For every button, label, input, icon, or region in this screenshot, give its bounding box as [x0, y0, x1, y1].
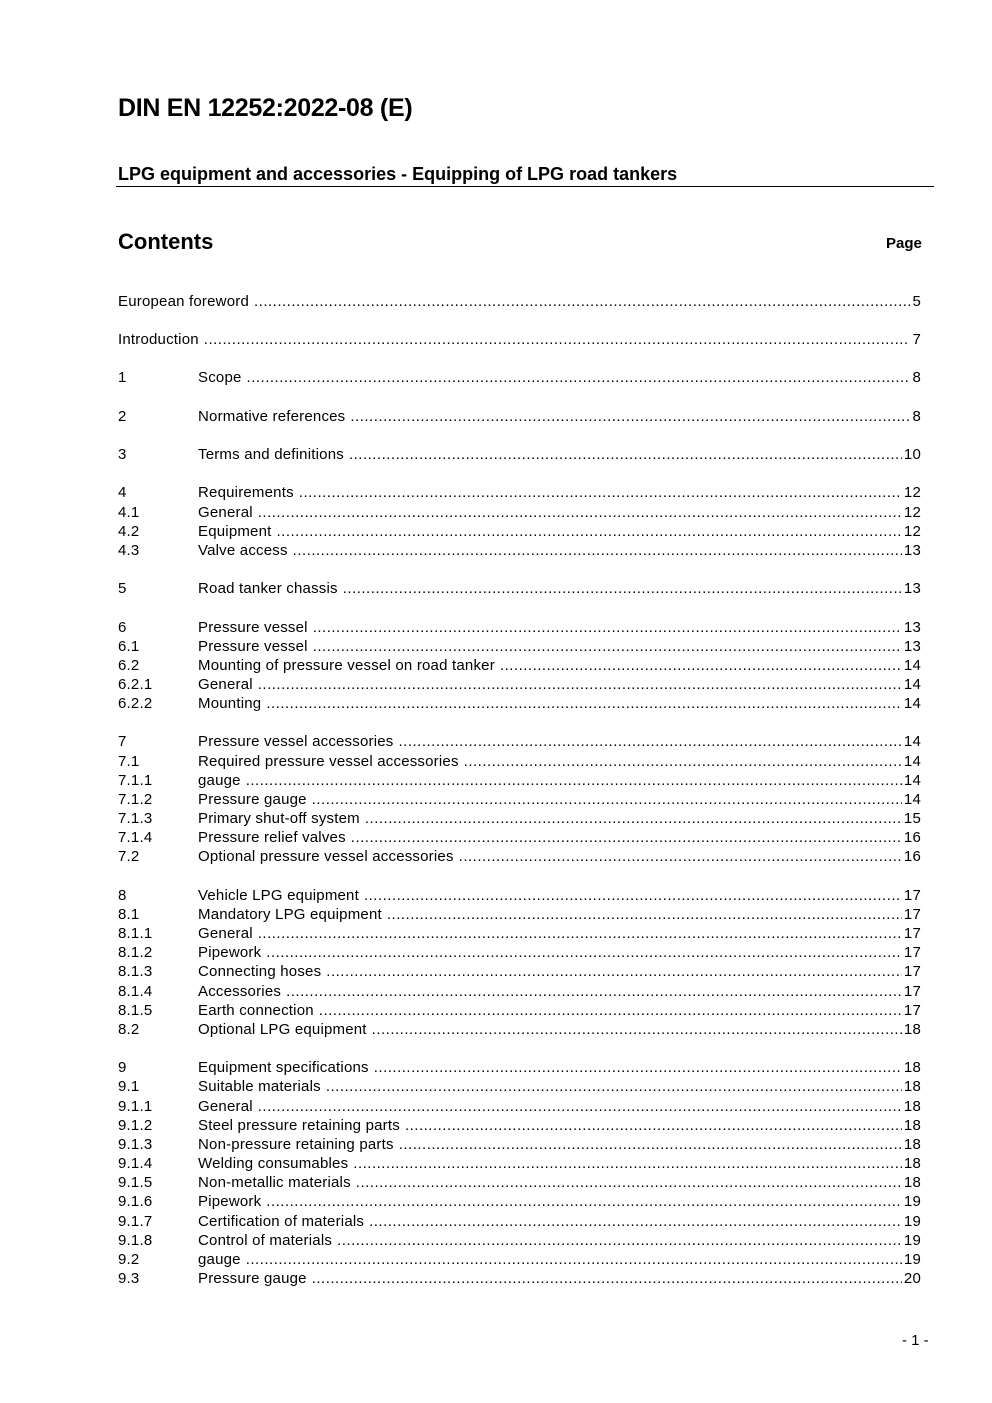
toc-dot-leader: [204, 330, 911, 349]
toc-entry-title: Normative references: [198, 408, 346, 425]
toc-entry-title: Optional LPG equipment: [198, 1021, 367, 1038]
toc-entry-number: 3: [118, 446, 127, 463]
toc-entry-number: 9.1.2: [118, 1117, 153, 1134]
toc-entry-number: 7: [118, 733, 127, 750]
toc-dot-leader: [258, 1097, 902, 1116]
toc-entry[interactable]: [118, 1097, 921, 1116]
toc-dot-leader: [351, 828, 902, 847]
toc-entry-title: Pressure gauge: [198, 1270, 307, 1287]
toc-entry[interactable]: [118, 483, 921, 502]
toc-entry-number: 9.2: [118, 1251, 140, 1268]
toc-dot-leader: [266, 943, 902, 962]
toc-entry-page: 14: [903, 657, 921, 674]
toc-entry[interactable]: [118, 1231, 921, 1250]
toc-entry-page: 13: [903, 542, 921, 559]
toc-entry-number: 4: [118, 484, 127, 501]
toc-entry-page: 13: [903, 619, 921, 636]
toc-entry-page: 17: [903, 1002, 921, 1019]
toc-entry[interactable]: [118, 752, 921, 771]
toc-entry[interactable]: [118, 732, 921, 751]
toc-entry[interactable]: [118, 1212, 921, 1231]
contents-heading: Contents: [118, 229, 214, 254]
document-subtitle: LPG equipment and accessories - Equipping of LPG road tankers: [118, 164, 678, 184]
toc-entry-page: 17: [903, 887, 921, 904]
toc-entry-number: 4.3: [118, 542, 140, 559]
toc-entry[interactable]: [118, 1077, 921, 1096]
toc-entry-number: 2: [118, 408, 127, 425]
toc-entry[interactable]: [118, 1250, 921, 1269]
toc-dot-leader: [258, 503, 902, 522]
toc-entry[interactable]: [118, 503, 921, 522]
toc-entry[interactable]: [118, 1269, 921, 1288]
toc-entry-number: 4.2: [118, 523, 140, 540]
toc-dot-leader: [293, 541, 902, 560]
toc-entry-page: 16: [903, 829, 921, 846]
toc-entry-title: Introduction: [118, 331, 199, 348]
toc-dot-leader: [399, 1135, 902, 1154]
toc-entry-page: 19: [903, 1251, 921, 1268]
toc-dot-leader: [387, 905, 902, 924]
toc-entry-page: 20: [903, 1270, 921, 1287]
toc-entry-title: General: [198, 676, 253, 693]
toc-entry-title: Pipework: [198, 944, 262, 961]
toc-entry-page: 18: [903, 1059, 921, 1076]
toc-dot-leader: [258, 675, 902, 694]
toc-entry-page: 17: [903, 944, 921, 961]
toc-dot-leader: [374, 1058, 902, 1077]
toc-entry-number: 8.1.1: [118, 925, 153, 942]
toc-entry-page: 7: [912, 331, 921, 348]
toc-entry-page: 8: [912, 408, 921, 425]
toc-entry-number: 9: [118, 1059, 127, 1076]
toc-entry-number: 9.1: [118, 1078, 140, 1095]
toc-entry-title: Mounting: [198, 695, 262, 712]
toc-entry[interactable]: [118, 445, 921, 464]
toc-dot-leader: [266, 1192, 902, 1211]
toc-entry-number: 8.1.4: [118, 983, 153, 1000]
toc-entry-title: Control of materials: [198, 1232, 333, 1249]
toc-entry-number: 9.1.3: [118, 1136, 153, 1153]
toc-entry-page: 19: [903, 1232, 921, 1249]
toc-entry-page: 12: [903, 484, 921, 501]
toc-entry[interactable]: [118, 982, 921, 1001]
toc-dot-leader: [464, 752, 902, 771]
toc-dot-leader: [326, 1077, 902, 1096]
toc-dot-leader: [286, 982, 902, 1001]
toc-entry[interactable]: [118, 656, 921, 675]
toc-entry-title: General: [198, 504, 253, 521]
toc-entry-page: 14: [903, 695, 921, 712]
toc-entry-page: 8: [912, 369, 921, 386]
toc-entry-title: Equipment specifications: [198, 1059, 369, 1076]
toc-entry-title: Optional pressure vessel accessories: [198, 848, 454, 865]
toc-entry-title: General: [198, 1098, 253, 1115]
toc-entry-title: Pressure vessel: [198, 638, 308, 655]
toc-entry-title: Mandatory LPG equipment: [198, 906, 382, 923]
toc-entry-number: 9.1.1: [118, 1098, 153, 1115]
toc-dot-leader: [319, 1001, 902, 1020]
toc-entry-number: 7.1.2: [118, 791, 153, 808]
toc-entry-page: 12: [903, 523, 921, 540]
toc-entry-number: 8.2: [118, 1021, 140, 1038]
toc-entry-page: 14: [903, 753, 921, 770]
toc-dot-leader: [312, 1269, 902, 1288]
toc-entry-number: 8.1.5: [118, 1002, 153, 1019]
toc-entry-page: 10: [903, 446, 921, 463]
toc-entry[interactable]: [118, 694, 921, 713]
toc-entry[interactable]: [118, 637, 921, 656]
toc-entry-page: 18: [903, 1021, 921, 1038]
toc-dot-leader: [500, 656, 902, 675]
toc-entry[interactable]: [118, 1001, 921, 1020]
toc-entry-title: Certification of materials: [198, 1213, 365, 1230]
toc-entry-number: 7.1.4: [118, 829, 153, 846]
toc-entry-page: 17: [903, 963, 921, 980]
toc-entry-title: Suitable materials: [198, 1078, 321, 1095]
toc-entry-number: 9.1.4: [118, 1155, 153, 1172]
toc-entry[interactable]: [118, 962, 921, 981]
toc-entry-number: 6.2.2: [118, 695, 153, 712]
toc-entry-page: 18: [903, 1174, 921, 1191]
toc-dot-leader: [364, 886, 902, 905]
toc-entry[interactable]: [118, 905, 921, 924]
toc-dot-leader: [254, 292, 910, 311]
toc-entry-title: Vehicle LPG equipment: [198, 887, 359, 904]
toc-entry-title: Pressure vessel: [198, 619, 308, 636]
toc-entry-number: 7.2: [118, 848, 140, 865]
toc-dot-leader: [398, 732, 901, 751]
toc-entry[interactable]: [118, 924, 921, 943]
toc-entry-page: 18: [903, 1136, 921, 1153]
toc-dot-leader: [299, 483, 902, 502]
toc-entry[interactable]: [118, 541, 921, 560]
footer-page-number: - 1 -: [902, 1332, 929, 1349]
toc-entry-title: Scope: [198, 369, 242, 386]
toc-dot-leader: [277, 522, 902, 541]
toc-entry[interactable]: [118, 330, 921, 349]
toc-entry-title: Non-metallic materials: [198, 1174, 351, 1191]
toc-entry-page: 19: [903, 1193, 921, 1210]
toc-entry[interactable]: [118, 1135, 921, 1154]
toc-entry-page: 17: [903, 906, 921, 923]
toc-dot-leader: [246, 771, 902, 790]
toc-entry[interactable]: [118, 771, 921, 790]
title-rule: [116, 186, 934, 187]
toc-entry-page: 18: [903, 1098, 921, 1115]
toc-entry[interactable]: [118, 1058, 921, 1077]
toc-entry-title: Requirements: [198, 484, 294, 501]
toc-entry-number: 7.1: [118, 753, 140, 770]
toc-dot-leader: [459, 847, 902, 866]
toc-entry-title: Accessories: [198, 983, 282, 1000]
toc-entry-title: gauge: [198, 772, 241, 789]
toc-entry[interactable]: [118, 847, 921, 866]
toc-dot-leader: [369, 1212, 902, 1231]
toc-dot-leader: [356, 1173, 902, 1192]
toc-entry-page: 15: [903, 810, 921, 827]
toc-entry-title: Pressure relief valves: [198, 829, 346, 846]
toc-entry[interactable]: [118, 618, 921, 637]
toc-entry[interactable]: [118, 943, 921, 962]
toc-entry-number: 6.2: [118, 657, 140, 674]
toc-entry-page: 18: [903, 1078, 921, 1095]
toc-entry-page: 14: [903, 791, 921, 808]
toc-dot-leader: [313, 637, 902, 656]
toc-entry-number: 6.1: [118, 638, 140, 655]
toc-entry[interactable]: [118, 1020, 921, 1039]
toc-entry-number: 9.3: [118, 1270, 140, 1287]
toc-entry-number: 8.1.2: [118, 944, 153, 961]
toc-entry-title: Connecting hoses: [198, 963, 322, 980]
toc-entry-number: 8.1: [118, 906, 140, 923]
toc-entry-title: Welding consumables: [198, 1155, 349, 1172]
toc-entry-number: 5: [118, 580, 127, 597]
toc-dot-leader: [258, 924, 902, 943]
toc-dot-leader: [326, 962, 902, 981]
toc-entry-title: Pipework: [198, 1193, 262, 1210]
toc-entry[interactable]: [118, 522, 921, 541]
toc-entry-page: 13: [903, 580, 921, 597]
toc-entry-number: 4.1: [118, 504, 140, 521]
toc-entry[interactable]: [118, 1116, 921, 1135]
toc-entry-page: 18: [903, 1155, 921, 1172]
toc-dot-leader: [343, 579, 902, 598]
toc-entry-title: Road tanker chassis: [198, 580, 338, 597]
toc-entry-title: Non-pressure retaining parts: [198, 1136, 394, 1153]
toc-entry[interactable]: [118, 828, 921, 847]
toc-entry-page: 13: [903, 638, 921, 655]
toc-entry-title: Pressure gauge: [198, 791, 307, 808]
toc-entry-title: Primary shut-off system: [198, 810, 360, 827]
toc-dot-leader: [266, 694, 902, 713]
toc-entry-title: gauge: [198, 1251, 241, 1268]
toc-entry[interactable]: [118, 407, 921, 426]
toc-entry-title: Steel pressure retaining parts: [198, 1117, 400, 1134]
toc-entry-number: 1: [118, 369, 127, 386]
toc-dot-leader: [246, 1250, 902, 1269]
toc-entry-number: 6.2.1: [118, 676, 153, 693]
toc-entry-number: 9.1.7: [118, 1213, 153, 1230]
toc-entry[interactable]: [118, 675, 921, 694]
toc-entry-number: 8.1.3: [118, 963, 153, 980]
toc-entry-title: General: [198, 925, 253, 942]
toc-entry-page: 17: [903, 925, 921, 942]
toc-dot-leader: [353, 1154, 902, 1173]
toc-entry-page: 14: [903, 676, 921, 693]
toc-entry-title: European foreword: [118, 293, 249, 310]
toc-dot-leader: [247, 368, 911, 387]
toc-entry[interactable]: [118, 1192, 921, 1211]
toc-dot-leader: [337, 1231, 902, 1250]
toc-dot-leader: [372, 1020, 902, 1039]
toc-entry-title: Required pressure vessel accessories: [198, 753, 459, 770]
toc-entry-page: 12: [903, 504, 921, 521]
toc-dot-leader: [349, 445, 902, 464]
toc-entry-number: 9.1.8: [118, 1232, 153, 1249]
toc-entry-page: 18: [903, 1117, 921, 1134]
toc-entry[interactable]: [118, 1173, 921, 1192]
toc-entry[interactable]: [118, 292, 921, 311]
toc-dot-leader: [405, 1116, 902, 1135]
toc-entry-title: Valve access: [198, 542, 288, 559]
toc-entry[interactable]: [118, 579, 921, 598]
toc-dot-leader: [365, 809, 902, 828]
toc-dot-leader: [313, 618, 902, 637]
toc-entry[interactable]: [118, 368, 921, 387]
toc-entry-title: Earth connection: [198, 1002, 314, 1019]
toc-dot-leader: [350, 407, 910, 426]
toc-entry-page: 16: [903, 848, 921, 865]
toc-entry-title: Equipment: [198, 523, 272, 540]
toc-entry-page: 5: [912, 293, 921, 310]
toc-entry[interactable]: [118, 790, 921, 809]
toc-entry[interactable]: [118, 1154, 921, 1173]
toc-entry-title: Pressure vessel accessories: [198, 733, 394, 750]
toc-entry[interactable]: [118, 886, 921, 905]
toc-entry-number: 7.1.1: [118, 772, 153, 789]
toc-entry-number: 6: [118, 619, 127, 636]
toc-entry-number: 9.1.5: [118, 1174, 153, 1191]
toc-entry-title: Mounting of pressure vessel on road tanker: [198, 657, 495, 674]
toc-entry-page: 17: [903, 983, 921, 1000]
toc-entry-number: 7.1.3: [118, 810, 153, 827]
document-id: DIN EN 12252:2022-08 (E): [118, 94, 413, 122]
toc-entry-page: 14: [903, 733, 921, 750]
toc-entry[interactable]: [118, 809, 921, 828]
page-column-label: Page: [886, 235, 922, 252]
toc-entry-page: 19: [903, 1213, 921, 1230]
toc-dot-leader: [312, 790, 902, 809]
toc-entry-page: 14: [903, 772, 921, 789]
toc-entry-number: 9.1.6: [118, 1193, 153, 1210]
toc-entry-title: Terms and definitions: [198, 446, 344, 463]
toc-entry-number: 8: [118, 887, 127, 904]
